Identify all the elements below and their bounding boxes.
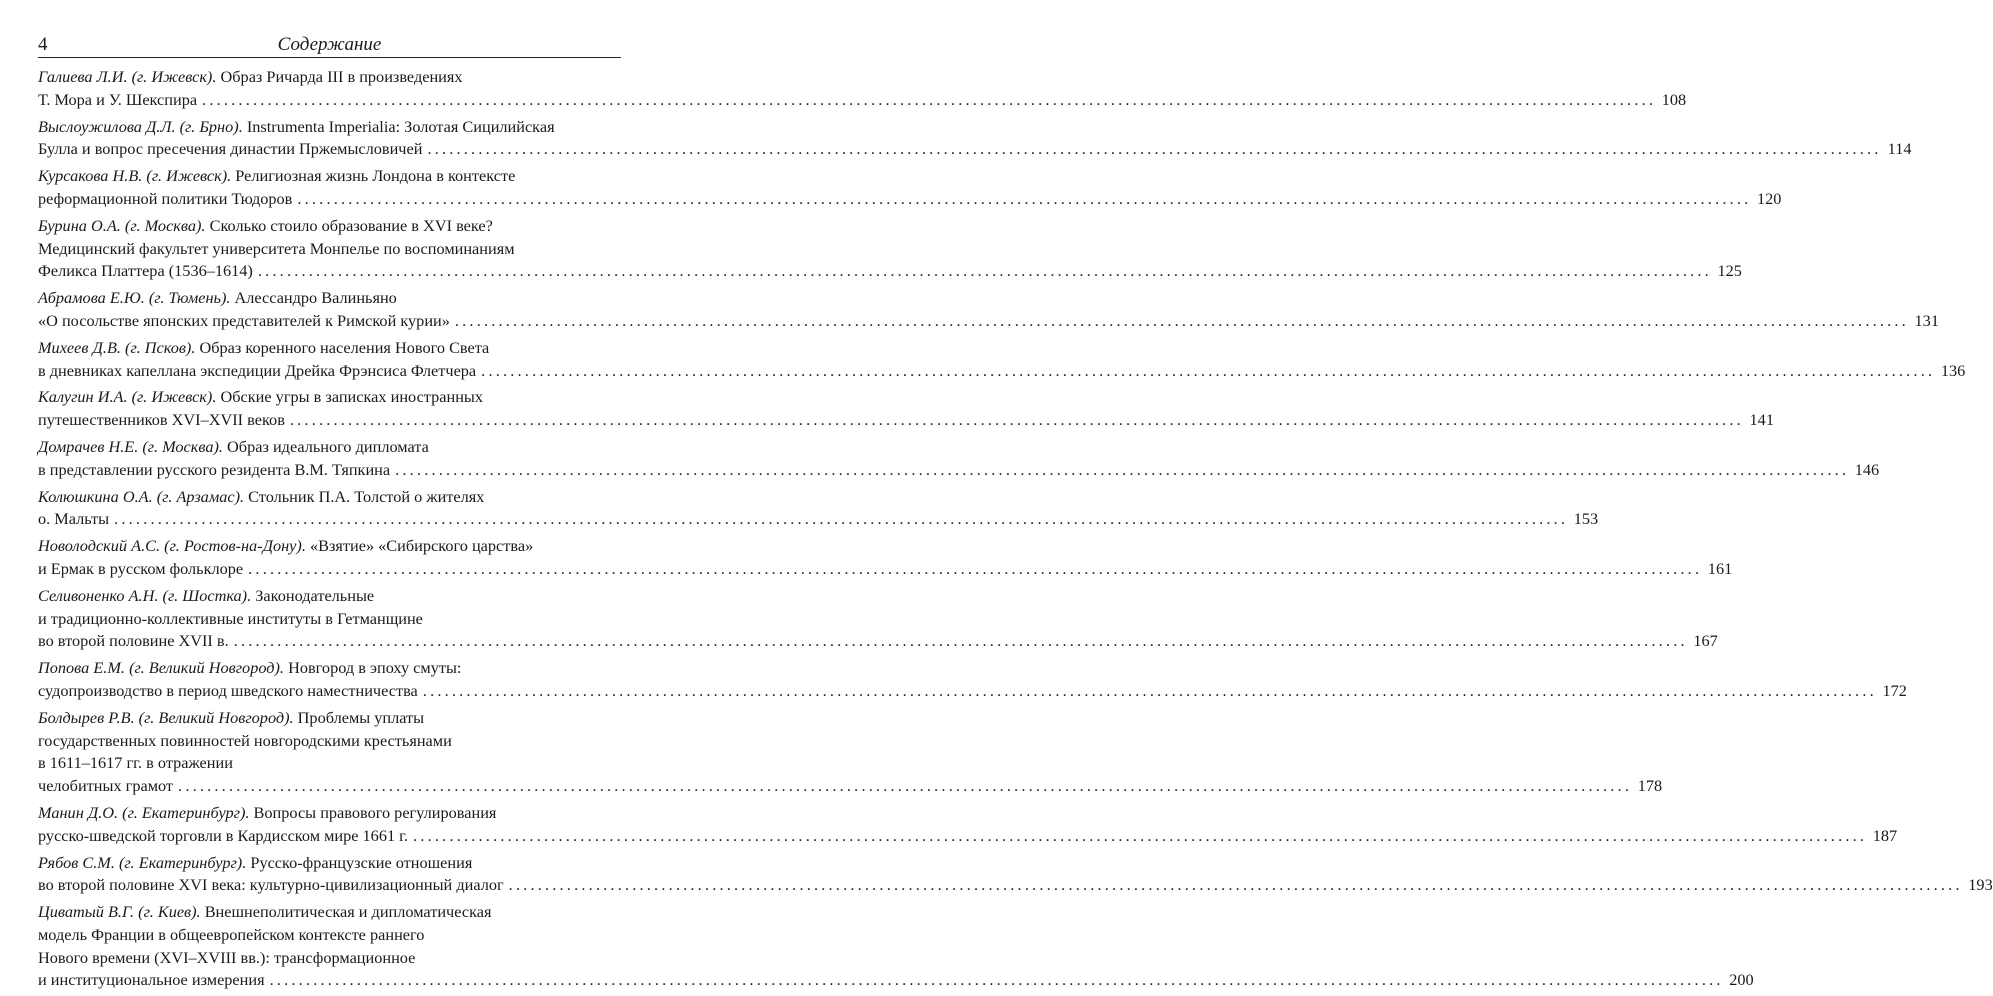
toc-entry-line — [38, 969, 1754, 992]
toc-title-line: Законодательные — [251, 585, 375, 605]
toc-title-line: Вопросы правового регулирования — [249, 802, 497, 822]
toc-title-line: Т. Мора и У. Шекспира — [38, 89, 198, 109]
toc-author: Манин Д.О. (г. Екатеринбург). — [38, 802, 250, 822]
toc-title-line: и традиционно-коллективные институты в Гетманщине — [38, 608, 423, 628]
toc-entry-line — [38, 508, 1599, 531]
toc-title-line: во второй половине XVII в. — [38, 631, 229, 651]
page-header — [38, 26, 621, 58]
dot-leader: ........................................................................................................................................................................................................ — [178, 776, 1633, 796]
toc-entry — [38, 116, 1912, 162]
toc-title-line: Образ коренного населения Нового Света — [195, 337, 490, 357]
dot-leader: ........................................................................................................................................................................................................ — [413, 825, 1868, 845]
toc-author: Курсакова Н.В. (г. Ижевск). — [38, 166, 232, 186]
toc-title-line: в 1611–1617 гг. в отражении — [38, 753, 233, 773]
toc-title-line: Проблемы уплаты — [293, 707, 425, 727]
toc-entry-line — [38, 558, 1733, 581]
toc-page-number: 120 — [1757, 188, 1782, 208]
toc-entry-line — [38, 657, 621, 680]
toc-entry-line — [38, 752, 621, 775]
toc-author: Бурина О.А. (г. Москва). — [38, 215, 206, 235]
dot-leader: ........................................................................................................................................................................................................ — [395, 459, 1850, 479]
toc-title-line: Феликса Платтера (1536–1614) — [38, 261, 253, 281]
toc-author: Рябов С.М. (г. Екатеринбург). — [38, 852, 247, 872]
toc-entry — [38, 386, 1774, 432]
toc-entry-line — [38, 436, 621, 459]
toc-title-line: Сколько стоило образование в XVI веке? — [205, 215, 493, 235]
running-title: Содержание — [277, 34, 382, 55]
toc-entry-line — [38, 585, 621, 608]
toc-entry-line — [38, 608, 621, 631]
toc-entry-line — [38, 89, 1687, 112]
dot-leader: ........................................................................................................................................................................................................ — [248, 558, 1703, 578]
toc-author: Попова Е.М. (г. Великий Новгород). — [38, 658, 284, 678]
toc-entry — [38, 802, 1898, 848]
toc-entry-line — [38, 188, 1782, 211]
toc-title-line: русско-шведской торговли в Кардисском мире 1661 г. — [38, 825, 409, 845]
toc-title-line: Религиозная жизнь Лондона в контексте — [231, 166, 516, 186]
toc-entry-line — [38, 947, 621, 970]
toc-entry-line — [38, 924, 621, 947]
toc-author: Выслоужилова Д.Л. (г. Брно). — [38, 116, 243, 136]
toc-entry-line — [38, 852, 621, 875]
toc-page-number: 161 — [1707, 558, 1733, 578]
toc-page-number: 167 — [1693, 631, 1718, 651]
toc-page-number: 187 — [1872, 825, 1898, 845]
toc-entry — [38, 486, 1599, 532]
dot-leader: ........................................................................................................................................................................................................ — [422, 680, 1877, 700]
toc-title-line: во второй половине XVI века: культурно-цивилизационный диалог — [38, 875, 504, 895]
toc-entry-line — [38, 901, 621, 924]
dot-leader: ........................................................................................................................................................................................................ — [289, 410, 1744, 430]
toc-author: Болдырев Р.В. (г. Великий Новгород). — [38, 707, 294, 727]
toc-title-line: Образ идеального дипломата — [222, 436, 429, 456]
toc-author: Новолодский А.С. (г. Ростов-на-Дону). — [38, 536, 306, 556]
toc-entry-line — [38, 486, 621, 509]
toc-title-line: Нового времени (XVI–XVIII вв.): трансформационное — [38, 947, 416, 967]
toc-title-line: в дневниках капеллана экспедиции Дрейка Фрэнсиса Флетчера — [38, 360, 477, 380]
toc-page-number: 108 — [1661, 89, 1687, 109]
toc-entry-line — [38, 337, 621, 360]
toc-entry-line — [38, 310, 1939, 333]
toc-entry-line — [38, 138, 1912, 161]
toc-entry — [38, 852, 1993, 898]
dot-leader: ........................................................................................................................................................................................................ — [481, 360, 1936, 380]
toc-page-number: 131 — [1914, 310, 1939, 330]
dot-leader: ........................................................................................................................................................................................................ — [202, 89, 1657, 109]
toc-entry-line — [38, 409, 1774, 432]
toc-entry-line — [38, 802, 621, 825]
toc-entry — [38, 535, 1733, 581]
toc-entry — [38, 657, 1907, 703]
toc-entry — [38, 901, 1754, 992]
toc-page-number: 136 — [1940, 360, 1966, 380]
toc-entry-line — [38, 238, 621, 261]
table-of-contents — [38, 66, 1993, 996]
toc-entry-line — [38, 287, 621, 310]
toc-page-number: 178 — [1637, 776, 1663, 796]
toc-entry — [38, 165, 1782, 211]
toc-entry — [38, 215, 1742, 283]
toc-entry — [38, 436, 1880, 482]
toc-entry-line — [38, 825, 1898, 848]
toc-entry-line — [38, 66, 621, 89]
toc-entry-line — [38, 730, 621, 753]
dot-leader: ........................................................................................................................................................................................................ — [454, 310, 1909, 330]
toc-title-line: и Ермак в русском фольклоре — [38, 558, 244, 578]
toc-entry — [38, 707, 1663, 798]
toc-title-line: Новгород в эпоху смуты: — [284, 658, 462, 678]
toc-entry — [38, 66, 1687, 112]
toc-author: Михеев Д.В. (г. Псков). — [38, 337, 196, 357]
toc-entry-line — [38, 215, 621, 238]
dot-leader: ........................................................................................................................................................................................................ — [508, 875, 1963, 895]
toc-page-number: 193 — [1968, 875, 1993, 895]
dot-leader: ........................................................................................................................................................................................................ — [257, 261, 1712, 281]
toc-entry-line — [38, 680, 1907, 703]
toc-entry-line — [38, 116, 621, 139]
toc-entry-line — [38, 630, 1718, 653]
toc-title-line: о. Мальты — [38, 509, 110, 529]
toc-title-line: Стольник П.А. Толстой о жителях — [244, 486, 485, 506]
toc-title-line: в представлении русского резидента В.М. Тяпкина — [38, 459, 391, 479]
toc-title-line: путешественников XVI–XVII веков — [38, 410, 285, 430]
toc-author: Селивоненко А.Н. (г. Шостка). — [38, 585, 252, 605]
page-number: 4 — [38, 34, 48, 55]
toc-title-line: Instrumenta Imperialia: Золотая Сицилийская — [242, 116, 555, 136]
toc-entry — [38, 337, 1966, 383]
dot-leader: ........................................................................................................................................................................................................ — [269, 970, 1724, 990]
toc-entry-line — [38, 386, 621, 409]
toc-page-number: 125 — [1717, 261, 1742, 281]
toc-author: Абрамова Е.Ю. (г. Тюмень). — [38, 288, 231, 308]
toc-title-line: судопроизводство в период шведского наместничества — [38, 680, 418, 700]
dot-leader: ........................................................................................................................................................................................................ — [427, 139, 1882, 159]
toc-title-line: «Взятие» «Сибирского царства» — [305, 536, 534, 556]
toc-title-line: Обские угры в записках иностранных — [216, 387, 483, 407]
toc-title-line: реформационной политики Тюдоров — [38, 188, 293, 208]
toc-title-line: государственных повинностей новгородскими крестьянами — [38, 730, 452, 750]
toc-entry-line — [38, 360, 1966, 383]
toc-title-line: «О посольстве японских представителей к Римской курии» — [38, 310, 450, 330]
toc-title-line: Алессандро Валиньяно — [230, 288, 397, 308]
toc-page-number: 146 — [1854, 459, 1880, 479]
toc-title-line: Русско-французские отношения — [246, 852, 473, 872]
toc-title-line: Булла и вопрос пресечения династии Пржемысловичей — [38, 139, 423, 159]
toc-entry-line — [38, 775, 1663, 798]
toc-title-line: челобитных грамот — [38, 776, 174, 796]
toc-author: Калугин И.А. (г. Ижевск). — [38, 387, 217, 407]
toc-title-line: Внешнеполитическая и дипломатическая — [200, 902, 492, 922]
toc-entry-line — [38, 260, 1742, 283]
toc-entry-line — [38, 165, 621, 188]
toc-title-line: Медицинский факультет университета Монпелье по воспоминаниям — [38, 238, 515, 258]
toc-entry — [38, 585, 1718, 653]
toc-author: Циватый В.Г. (г. Киев). — [38, 902, 201, 922]
toc-entry-line — [38, 535, 621, 558]
toc-title-line: Образ Ричарда III в произведениях — [216, 67, 463, 86]
toc-title-line: и институциональное измерения — [38, 970, 265, 990]
toc-author: Колюшкина О.А. (г. Арзамас). — [38, 486, 245, 506]
toc-author: Домрачев Н.Е. (г. Москва). — [38, 436, 223, 456]
toc-page-number: 141 — [1749, 410, 1774, 430]
toc-page-number: 153 — [1573, 509, 1599, 529]
toc-author: Галиева Л.И. (г. Ижевск). — [38, 67, 217, 86]
header-rule — [38, 57, 621, 58]
dot-leader: ........................................................................................................................................................................................................ — [233, 631, 1688, 651]
toc-entry-line — [38, 874, 1993, 897]
dot-leader: ........................................................................................................................................................................................................ — [297, 188, 1752, 208]
toc-page-number: 114 — [1887, 139, 1912, 159]
dot-leader: ........................................................................................................................................................................................................ — [114, 509, 1569, 529]
toc-title-line: модель Франции в общеевропейском контексте раннего — [38, 924, 425, 944]
toc-page-number: 172 — [1882, 680, 1907, 700]
toc-entry-line — [38, 459, 1880, 482]
toc-entry — [38, 287, 1939, 333]
toc-entry-line — [38, 707, 621, 730]
toc-page-number: 200 — [1729, 970, 1754, 990]
